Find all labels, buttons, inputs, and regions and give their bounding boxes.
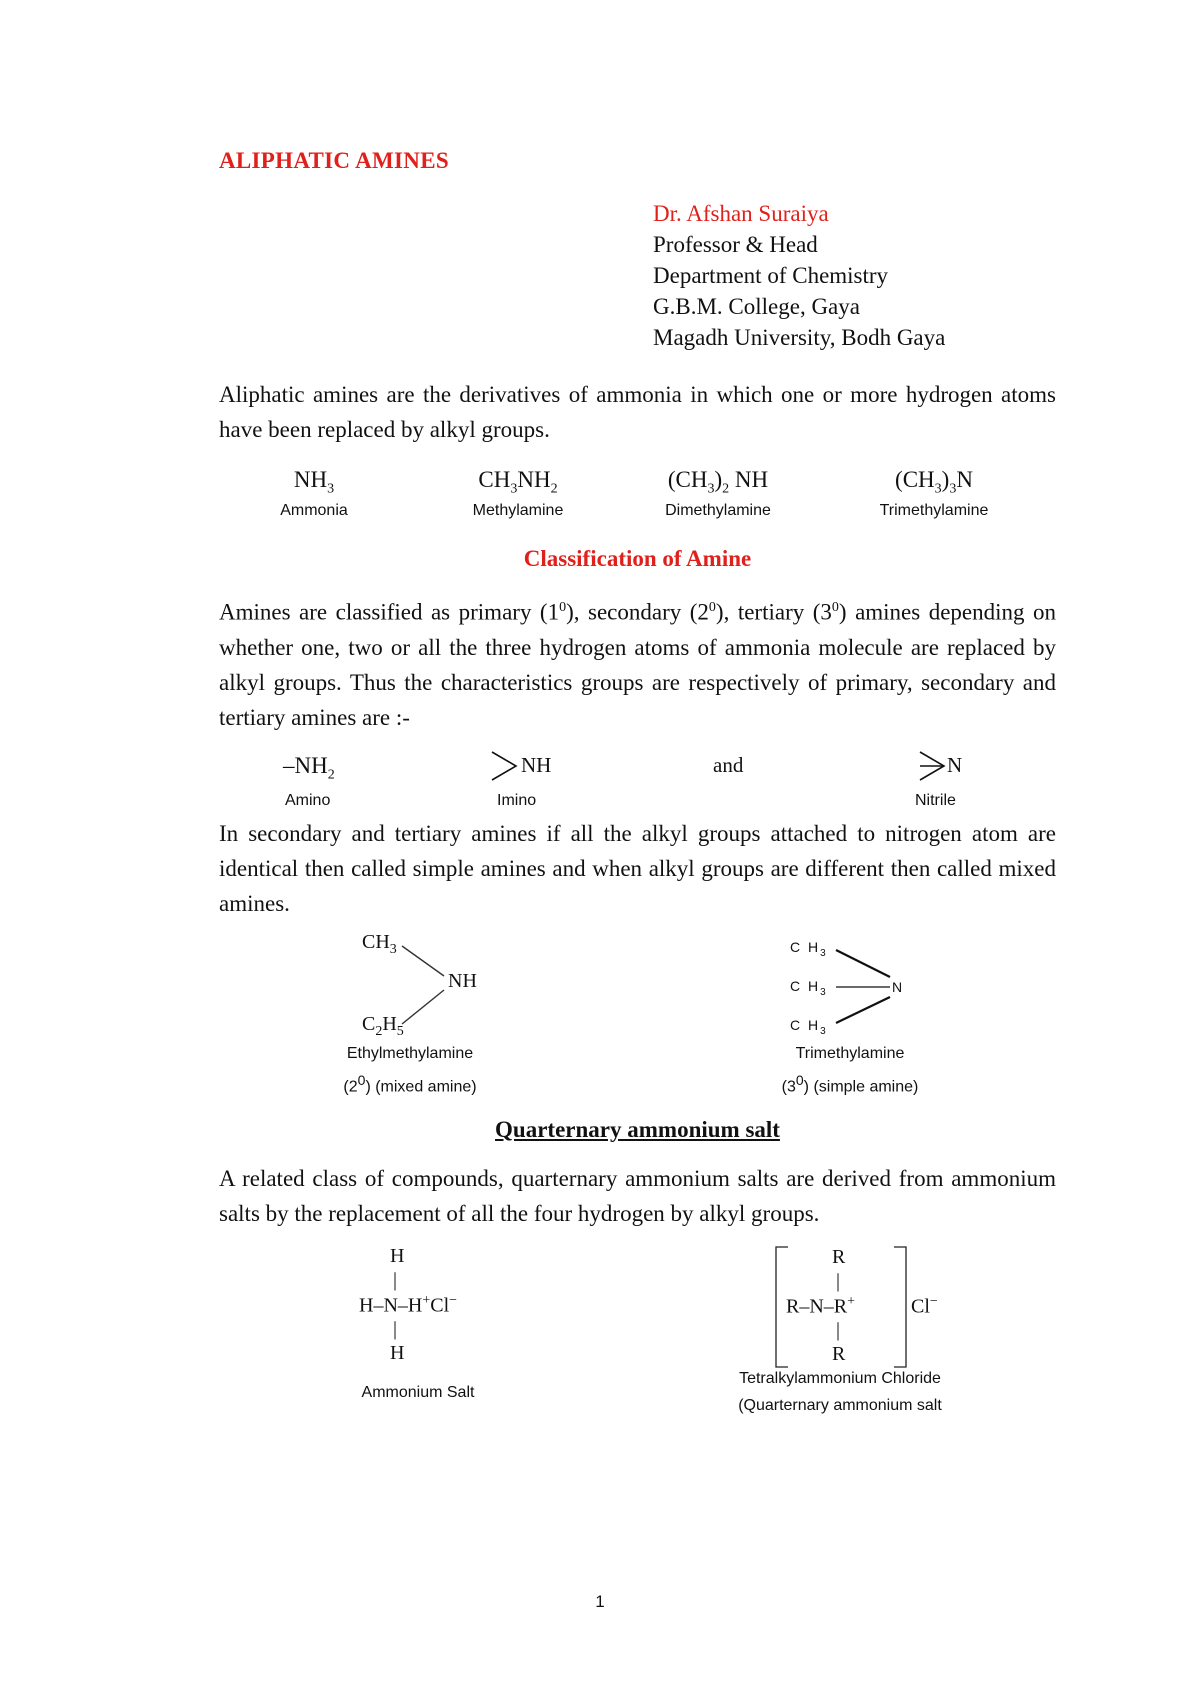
tetraalkylammonium-sublabel: (Quarternary ammonium salt (738, 1397, 942, 1414)
formula-dimethylamine: $(CH_3)_2$ NH (667, 467, 769, 497)
formula-methylamine: $CH_3NH_2$ (478, 467, 558, 497)
and-text: and (713, 753, 744, 777)
author-name: Dr. Afshan Suraiya (653, 201, 829, 226)
amino-label: Amino (285, 792, 331, 809)
trimethylamine-label: Trimethylamine (795, 1045, 905, 1062)
methyl-1-text: C $H_3$ (790, 939, 828, 959)
page-title: ALIPHATIC AMINES (219, 148, 449, 173)
label-dimethylamine: Dimethylamine (665, 502, 771, 519)
tetra-bond-bottom: | (836, 1319, 841, 1341)
ammonium-bond-bottom: | (393, 1318, 398, 1340)
methyl-text: $CH_3$ (362, 931, 397, 957)
page-number: 1 (595, 1592, 605, 1611)
author-block (653, 198, 945, 353)
author-position: Professor & Head (653, 232, 818, 257)
author-college: G.B.M. College, Gaya (653, 294, 860, 319)
methyl-2-text: C $H_3$ (790, 978, 828, 998)
ammonium-salt-structure (359, 1245, 499, 1365)
quaternary-paragraph: A related class of compounds, quarternary ammonium salts are derived from ammonium salts by the replacement of all the four hydrogen by alkyl groups. (219, 1166, 1056, 1226)
ethylmethylamine-label: Ethylmethylamine (346, 1045, 474, 1062)
methyl-3-text: C $H_3$ (790, 1017, 828, 1037)
amino-group: $-NH_2$ (283, 753, 335, 783)
tetraalkylammonium-structure (770, 1245, 940, 1365)
ammonium-top-h: H (390, 1245, 405, 1267)
formula-ammonia: $NH_3$ (293, 467, 335, 497)
n-text: N (892, 979, 903, 995)
ammonium-bottom-h: H (390, 1342, 405, 1364)
label-ammonia: Ammonia (280, 502, 348, 519)
ethylmethylamine-type: $(2^0)$ (mixed amine) (343, 1072, 477, 1096)
intro-paragraph: Aliphatic amines are the derivatives of ammonia in which one or more hydrogen atoms have been replaced by alkyl groups. (219, 382, 1056, 442)
tetra-bond-top: | (836, 1270, 841, 1292)
formula-trimethylamine: $(CH_3)_3N$ (895, 467, 973, 497)
label-methylamine: Methylamine (472, 502, 564, 519)
trimethylamine-type: $(3^0)$ (simple amine) (781, 1072, 919, 1096)
imino-bond-icon (490, 748, 520, 784)
nitrile-group: N (947, 753, 963, 777)
ethylmethylamine-structure (360, 928, 500, 1043)
nitrile-bond-icon (918, 748, 948, 784)
ammonium-salt-label: Ammonium Salt (361, 1384, 475, 1401)
nh-text: NH (448, 970, 477, 992)
classification-heading: Classification of Amine (523, 546, 752, 571)
tetra-mid: R–N–R+ (786, 1294, 856, 1318)
nitrile-label: Nitrile (915, 792, 956, 809)
classification-paragraph: Amines are classified as primary $(1^0)$, secondary $(2^0)$, tertiary $(3^0)$ amines depending on whether one, two or all the three hydrogen atoms of ammonia molecule are replaced by alkyl groups. Thus the characteristics groups are respectively of primary, secondary and tertiary amines are :- (219, 599, 1057, 730)
tetraalkylammonium-label: Tetralkylammonium Chloride (739, 1370, 941, 1387)
imino-group: NH (521, 753, 552, 777)
author-department: Department of Chemistry (653, 263, 889, 288)
imino-label: Imino (497, 792, 537, 809)
tetra-chloride: Cl− (911, 1294, 938, 1318)
label-trimethylamine: Trimethylamine (879, 502, 989, 519)
ethyl-text: $C_2H_5$ (362, 1013, 404, 1039)
ammonium-bond-top: | (393, 1269, 398, 1291)
author-university: Magadh University, Bodh Gaya (653, 325, 946, 350)
trimethylamine-structure (790, 935, 930, 1040)
ammonium-mid: H–N–H+Cl− (359, 1293, 458, 1317)
tetra-bottom-r: R (832, 1343, 846, 1365)
quaternary-heading: Quarternary ammonium salt (495, 1117, 780, 1142)
simple-mixed-paragraph: In secondary and tertiary amines if all the alkyl groups attached to nitrogen atom are identical then called simple amines and when alkyl groups are different then called mixed amines. (219, 821, 1056, 916)
tetra-top-r: R (832, 1246, 846, 1268)
